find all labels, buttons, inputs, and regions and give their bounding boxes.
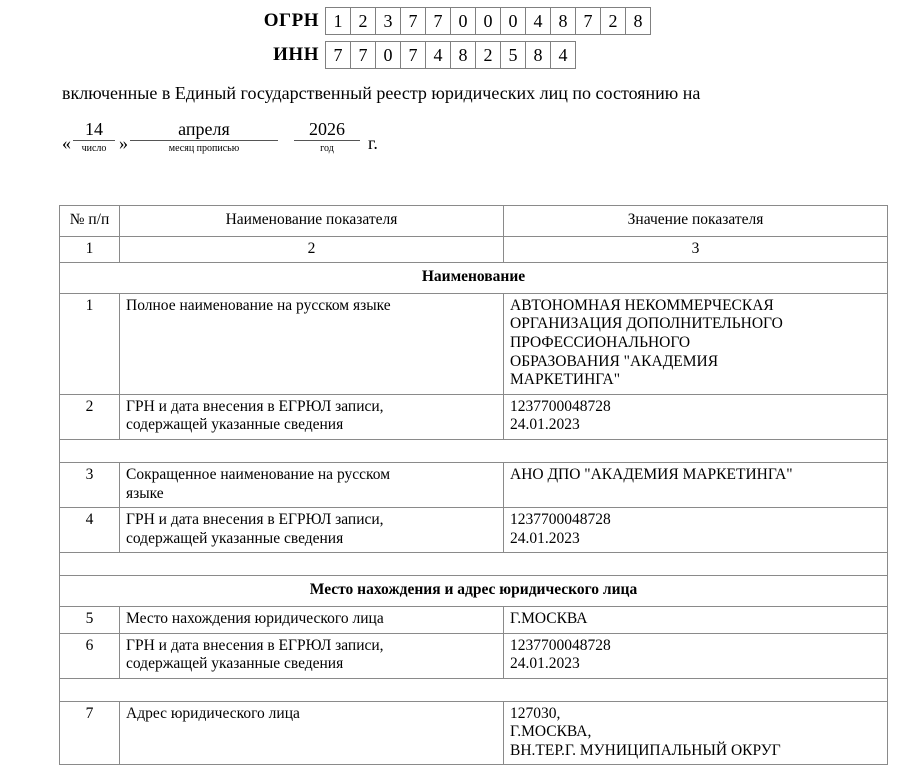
row-number: 1: [60, 293, 120, 394]
table-section-header-row: [60, 576, 888, 607]
row-indicator-name-line-1: Адрес юридического лица: [126, 704, 300, 722]
row-indicator-value: [504, 293, 888, 394]
row-indicator-name: [120, 394, 504, 439]
row-indicator-value-line-2: Г.МОСКВА,: [510, 723, 592, 741]
identifier-block: [0, 0, 920, 72]
column-number-2: 2: [120, 236, 504, 263]
row-number: 5: [60, 606, 120, 633]
egrul-table: [59, 205, 888, 765]
ogrn-digit-5: 7: [425, 7, 451, 35]
header-cell-name: Наименование показателя: [120, 206, 504, 237]
row-number: 6: [60, 633, 120, 678]
table-header-row: [60, 206, 888, 237]
row-indicator-name-line-1: ГРН и дата внесения в ЕГРЮЛ записи,: [126, 636, 384, 654]
row-indicator-name: [120, 462, 504, 507]
ogrn-digit-13: 8: [625, 7, 651, 35]
ogrn-digit-2: 2: [350, 7, 376, 35]
egrul-table-wrapper: [59, 205, 887, 765]
row-indicator-name-line-2: содержащей указанные сведения: [126, 416, 344, 434]
row-indicator-name-line-1: ГРН и дата внесения в ЕГРЮЛ записи,: [126, 397, 384, 415]
table-row: [60, 508, 888, 553]
inn-digit-10: 4: [550, 41, 576, 69]
intro-paragraph: включенные в Единый государственный реестр юридических лиц по состоянию на: [62, 83, 701, 103]
inn-digit-boxes: [325, 41, 576, 69]
table-section-header-row: [60, 263, 888, 294]
column-number-3: 3: [504, 236, 888, 263]
table-row: [60, 606, 888, 633]
date-year-segment: [294, 119, 360, 155]
date-month-segment: [130, 119, 278, 155]
inn-digit-3: 0: [375, 41, 401, 69]
table-spacer-row: [60, 553, 888, 576]
row-indicator-value-line-2: 24.01.2023: [510, 529, 580, 547]
ogrn-digit-8: 0: [500, 7, 526, 35]
row-indicator-name: [120, 293, 504, 394]
table-row: [60, 293, 888, 394]
row-indicator-value-line-3: ПРОФЕССИОНАЛЬНОГО: [510, 333, 691, 351]
date-day-caption: число: [81, 143, 107, 155]
row-number: 7: [60, 701, 120, 765]
table-row: [60, 462, 888, 507]
row-indicator-name-line-1: ГРН и дата внесения в ЕГРЮЛ записи,: [126, 511, 384, 529]
table-column-number-row: [60, 236, 888, 263]
date-day-value: 14: [73, 119, 115, 142]
row-indicator-name-line-2: содержащей указанные сведения: [126, 529, 344, 547]
row-number: 2: [60, 394, 120, 439]
row-indicator-value: [504, 508, 888, 553]
row-indicator-value: [504, 701, 888, 765]
ogrn-digit-boxes: [325, 7, 651, 35]
inn-digit-2: 7: [350, 41, 376, 69]
row-indicator-value-line-1: 127030,: [510, 704, 561, 722]
inn-digit-6: 8: [450, 41, 476, 69]
inn-row: [0, 38, 920, 72]
row-indicator-value-line-2: 24.01.2023: [510, 416, 580, 434]
spacer-cell: [60, 553, 888, 576]
row-indicator-name: [120, 606, 504, 633]
ogrn-digit-3: 3: [375, 7, 401, 35]
ogrn-row: [0, 4, 920, 38]
spacer-cell: [60, 678, 888, 701]
inn-digit-5: 4: [425, 41, 451, 69]
ogrn-digit-9: 4: [525, 7, 551, 35]
table-spacer-row: [60, 439, 888, 462]
ogrn-digit-7: 0: [475, 7, 501, 35]
date-year-suffix: г.: [368, 133, 378, 154]
date-month-value: апреля: [130, 119, 278, 142]
ogrn-digit-10: 8: [550, 7, 576, 35]
ogrn-digit-6: 0: [450, 7, 476, 35]
row-indicator-name: [120, 633, 504, 678]
row-indicator-value-line-3: ВН.ТЕР.Г. МУНИЦИПАЛЬНЫЙ ОКРУГ: [510, 741, 781, 759]
row-indicator-value-line-1: 1237700048728: [510, 397, 611, 415]
date-year-caption: год: [320, 143, 334, 155]
ogrn-digit-4: 7: [400, 7, 426, 35]
ogrn-label: ОГРН: [263, 10, 319, 31]
row-indicator-value: [504, 462, 888, 507]
table-row: [60, 633, 888, 678]
spacer-cell: [60, 439, 888, 462]
row-indicator-value-line-4: ОБРАЗОВАНИЯ "АКАДЕМИЯ: [510, 352, 719, 370]
date-open-quote: «: [62, 133, 71, 154]
row-indicator-value-line-2: 24.01.2023: [510, 655, 580, 673]
row-number: 4: [60, 508, 120, 553]
row-indicator-name: [120, 701, 504, 765]
row-indicator-value-line-1: Г.МОСКВА: [510, 609, 588, 627]
row-indicator-value-line-1: 1237700048728: [510, 636, 611, 654]
header-cell-value: Значение показателя: [504, 206, 888, 237]
row-indicator-value-line-1: АНО ДПО "АКАДЕМИЯ МАРКЕТИНГА": [510, 465, 793, 483]
inn-digit-4: 7: [400, 41, 426, 69]
date-day-segment: [73, 119, 115, 155]
row-indicator-value-line-2: ОРГАНИЗАЦИЯ ДОПОЛНИТЕЛЬНОГО: [510, 315, 783, 333]
row-indicator-name-line-2: содержащей указанные сведения: [126, 655, 344, 673]
row-indicator-value-line-1: 1237700048728: [510, 511, 611, 529]
table-spacer-row: [60, 678, 888, 701]
row-indicator-name-line-2: языке: [126, 484, 164, 502]
date-year-value: 2026: [294, 119, 360, 142]
table-row: [60, 701, 888, 765]
date-month-caption: месяц прописью: [168, 143, 240, 155]
section-title: Место нахождения и адрес юридического лица: [60, 576, 888, 607]
date-close-quote: »: [119, 133, 128, 154]
inn-digit-1: 7: [325, 41, 351, 69]
row-indicator-name-line-1: Полное наименование на русском языке: [126, 296, 391, 314]
row-indicator-value: [504, 606, 888, 633]
inn-digit-8: 5: [500, 41, 526, 69]
ogrn-digit-11: 7: [575, 7, 601, 35]
row-indicator-name-line-1: Сокращенное наименование на русском: [126, 465, 390, 483]
inn-label: ИНН: [273, 44, 319, 65]
date-line: [0, 119, 920, 155]
header-cell-num: № п/п: [60, 206, 120, 237]
ogrn-digit-1: 1: [325, 7, 351, 35]
row-indicator-name: [120, 508, 504, 553]
inn-digit-9: 8: [525, 41, 551, 69]
row-indicator-value-line-1: АВТОНОМНАЯ НЕКОММЕРЧЕСКАЯ: [510, 296, 774, 314]
inn-digit-7: 2: [475, 41, 501, 69]
row-indicator-value: [504, 394, 888, 439]
row-indicator-name-line-1: Место нахождения юридического лица: [126, 609, 384, 627]
row-indicator-value-line-5: МАРКЕТИНГА": [510, 371, 621, 389]
table-row: [60, 394, 888, 439]
row-indicator-value: [504, 633, 888, 678]
section-title: Наименование: [60, 263, 888, 294]
row-number: 3: [60, 462, 120, 507]
ogrn-digit-12: 2: [600, 7, 626, 35]
column-number-1: 1: [60, 236, 120, 263]
